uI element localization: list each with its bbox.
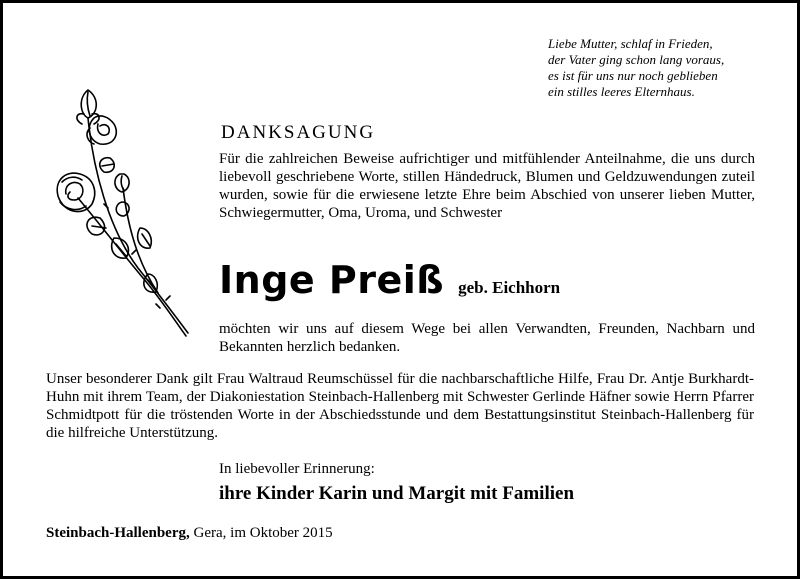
poem-line: es ist für uns nur noch geblieben	[548, 68, 718, 83]
place-town: Steinbach-Hallenberg,	[46, 525, 190, 541]
poem-line: Liebe Mutter, schlaf in Frieden,	[548, 36, 713, 51]
page-title: DANKSAGUNG	[221, 122, 376, 143]
signers-line: ihre Kinder Karin und Margit mit Familien	[219, 483, 575, 504]
special-thanks-paragraph: Unser besonderer Dank gilt Frau Waltraud Reumschüssel für die nachbarschaftliche Hilfe, Frau Dr. Antje Burkhardt-Huhn mit ihrem Team, der Diakoniestation Steinbach-Hallenberg mit Schwester Gerlinde Häfner sowie Herrn Pfarrer Schmidtpott für die tröstenden Worte in der Abschiedsstunde und dem Bestattungsinstitut Steinbach-Hallenberg für die hilfreiche Unterstützung.	[46, 371, 754, 441]
thanks-paragraph: möchten wir uns auf diesem Wege bei allen Verwandten, Freunden, Nachbarn und Bekannten herzlich bedanken.	[219, 321, 755, 355]
poem-line: ein stilles leeres Elternhaus.	[548, 84, 695, 99]
poem	[548, 36, 778, 100]
place-rest: Gera, im Oktober 2015	[193, 525, 333, 541]
place-date-line	[46, 524, 333, 542]
maiden-name: geb. Eichhorn	[458, 278, 561, 297]
deceased-name-row	[219, 258, 560, 302]
rose-branch-icon	[48, 78, 193, 340]
poem-line: der Vater ging schon lang voraus,	[548, 52, 725, 67]
deceased-name: Inge Preiß	[219, 258, 445, 302]
intro-paragraph: Für die zahlreichen Beweise aufrichtiger und mitfühlender Anteilnahme, die uns durch liebevoll geschriebene Worte, stillen Händedruck, Blumen und Geldzuwendungen zuteil wurden, sowie für die erwiesene letzte Ehre beim Abschied von unserer lieben Mutter, Schwiegermutter, Oma, Uroma, und Schwester	[219, 151, 755, 221]
memory-line: In liebevoller Erinnerung:	[219, 461, 375, 477]
